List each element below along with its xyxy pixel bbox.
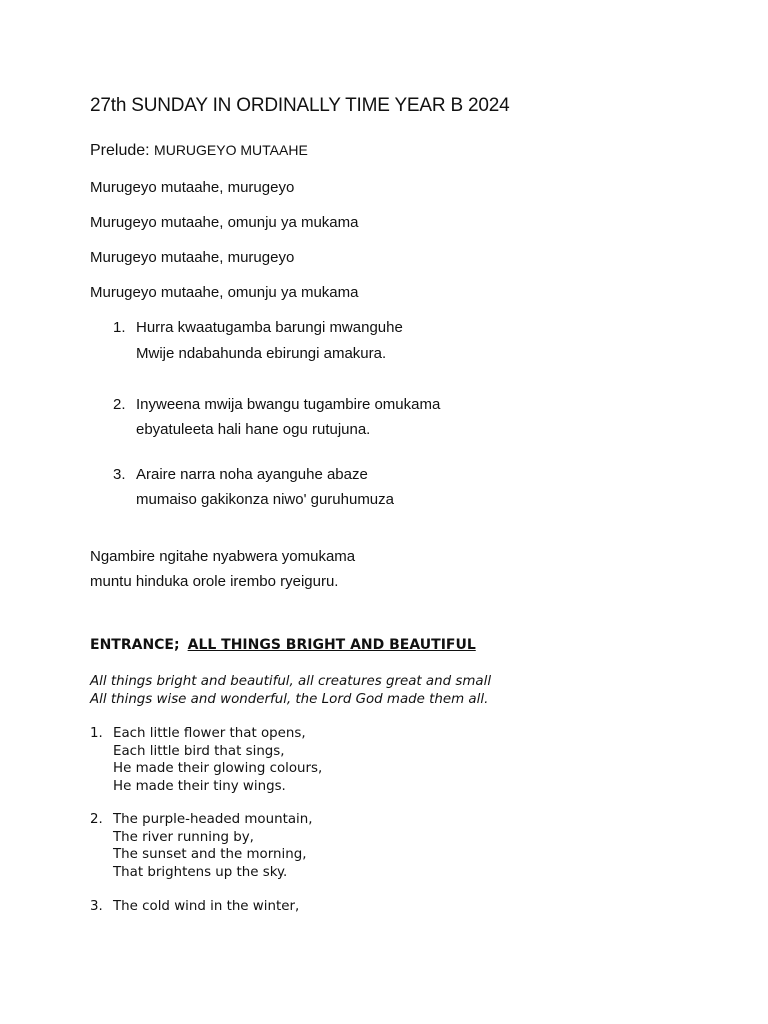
- verse-line: He made their glowing colours,: [113, 761, 323, 776]
- verse-number: 2.: [90, 812, 103, 827]
- verse-line: The river running by,: [113, 829, 254, 845]
- entrance-song-title: ALL THINGS BRIGHT AND BEAUTIFUL: [187, 637, 476, 653]
- entrance-label: ENTRANCE;: [90, 637, 180, 653]
- verse-line: He made their tiny wings.: [113, 778, 286, 794]
- verse-line: Each little flower that opens,: [113, 726, 306, 741]
- prelude-closing-line: Ngambire ngitahe nyabwera yomukama: [90, 548, 356, 565]
- prelude-closing-line: muntu hinduka orole irembo ryeiguru.: [90, 573, 339, 590]
- prelude-label: Prelude:: [90, 142, 155, 159]
- refrain-line: All things bright and beautiful, all creatures great and small: [90, 674, 492, 689]
- verse-line: Each little bird that sings,: [113, 743, 285, 759]
- verse-line: The sunset and the morning,: [113, 847, 307, 862]
- prelude-song-name: MURUGEYO MUTAAHE: [154, 142, 308, 158]
- entrance-heading: [90, 637, 476, 653]
- prelude-heading: [90, 142, 308, 160]
- prelude-chorus-line: Murugeyo mutaahe, omunju ya mukama: [90, 214, 359, 231]
- page-title: 27th SUNDAY IN ORDINALLY TIME YEAR B 2024: [90, 95, 510, 116]
- entrance-refrain: [90, 673, 491, 708]
- verse-number: 3.: [90, 899, 103, 914]
- prelude-verse-line: mumaiso gakikonza niwo' guruhumuza: [136, 491, 394, 508]
- prelude-verse-line: Araire narra noha ayanguhe abaze: [136, 466, 368, 483]
- verse-line: That brightens up the sky.: [113, 864, 288, 880]
- verse-number: 1.: [90, 726, 103, 741]
- entrance-verse: [90, 725, 322, 795]
- entrance-verse: [90, 811, 313, 881]
- verse-line: The cold wind in the winter,: [113, 899, 300, 914]
- prelude-verse-line: Mwije ndabahunda ebirungi amakura.: [136, 345, 387, 362]
- prelude-verse-line: Hurra kwaatugamba barungi mwanguhe: [136, 319, 403, 336]
- prelude-chorus-line: Murugeyo mutaahe, murugeyo: [90, 249, 295, 266]
- prelude-verse-line: ebyatuleeta hali hane ogu rutujuna.: [136, 421, 371, 438]
- prelude-verse-line: Inyweena mwija bwangu tugambire omukama: [136, 396, 441, 413]
- verse-line: The purple-headed mountain,: [113, 812, 313, 827]
- prelude-chorus-line: Murugeyo mutaahe, murugeyo: [90, 179, 295, 196]
- entrance-verse: [90, 898, 299, 916]
- prelude-verse-number: 3.: [113, 466, 126, 483]
- prelude-verse-number: 2.: [113, 396, 126, 413]
- prelude-verse-number: 1.: [113, 319, 126, 336]
- refrain-line: All things wise and wonderful, the Lord God made them all.: [90, 691, 489, 707]
- prelude-chorus-line: Murugeyo mutaahe, omunju ya mukama: [90, 284, 359, 301]
